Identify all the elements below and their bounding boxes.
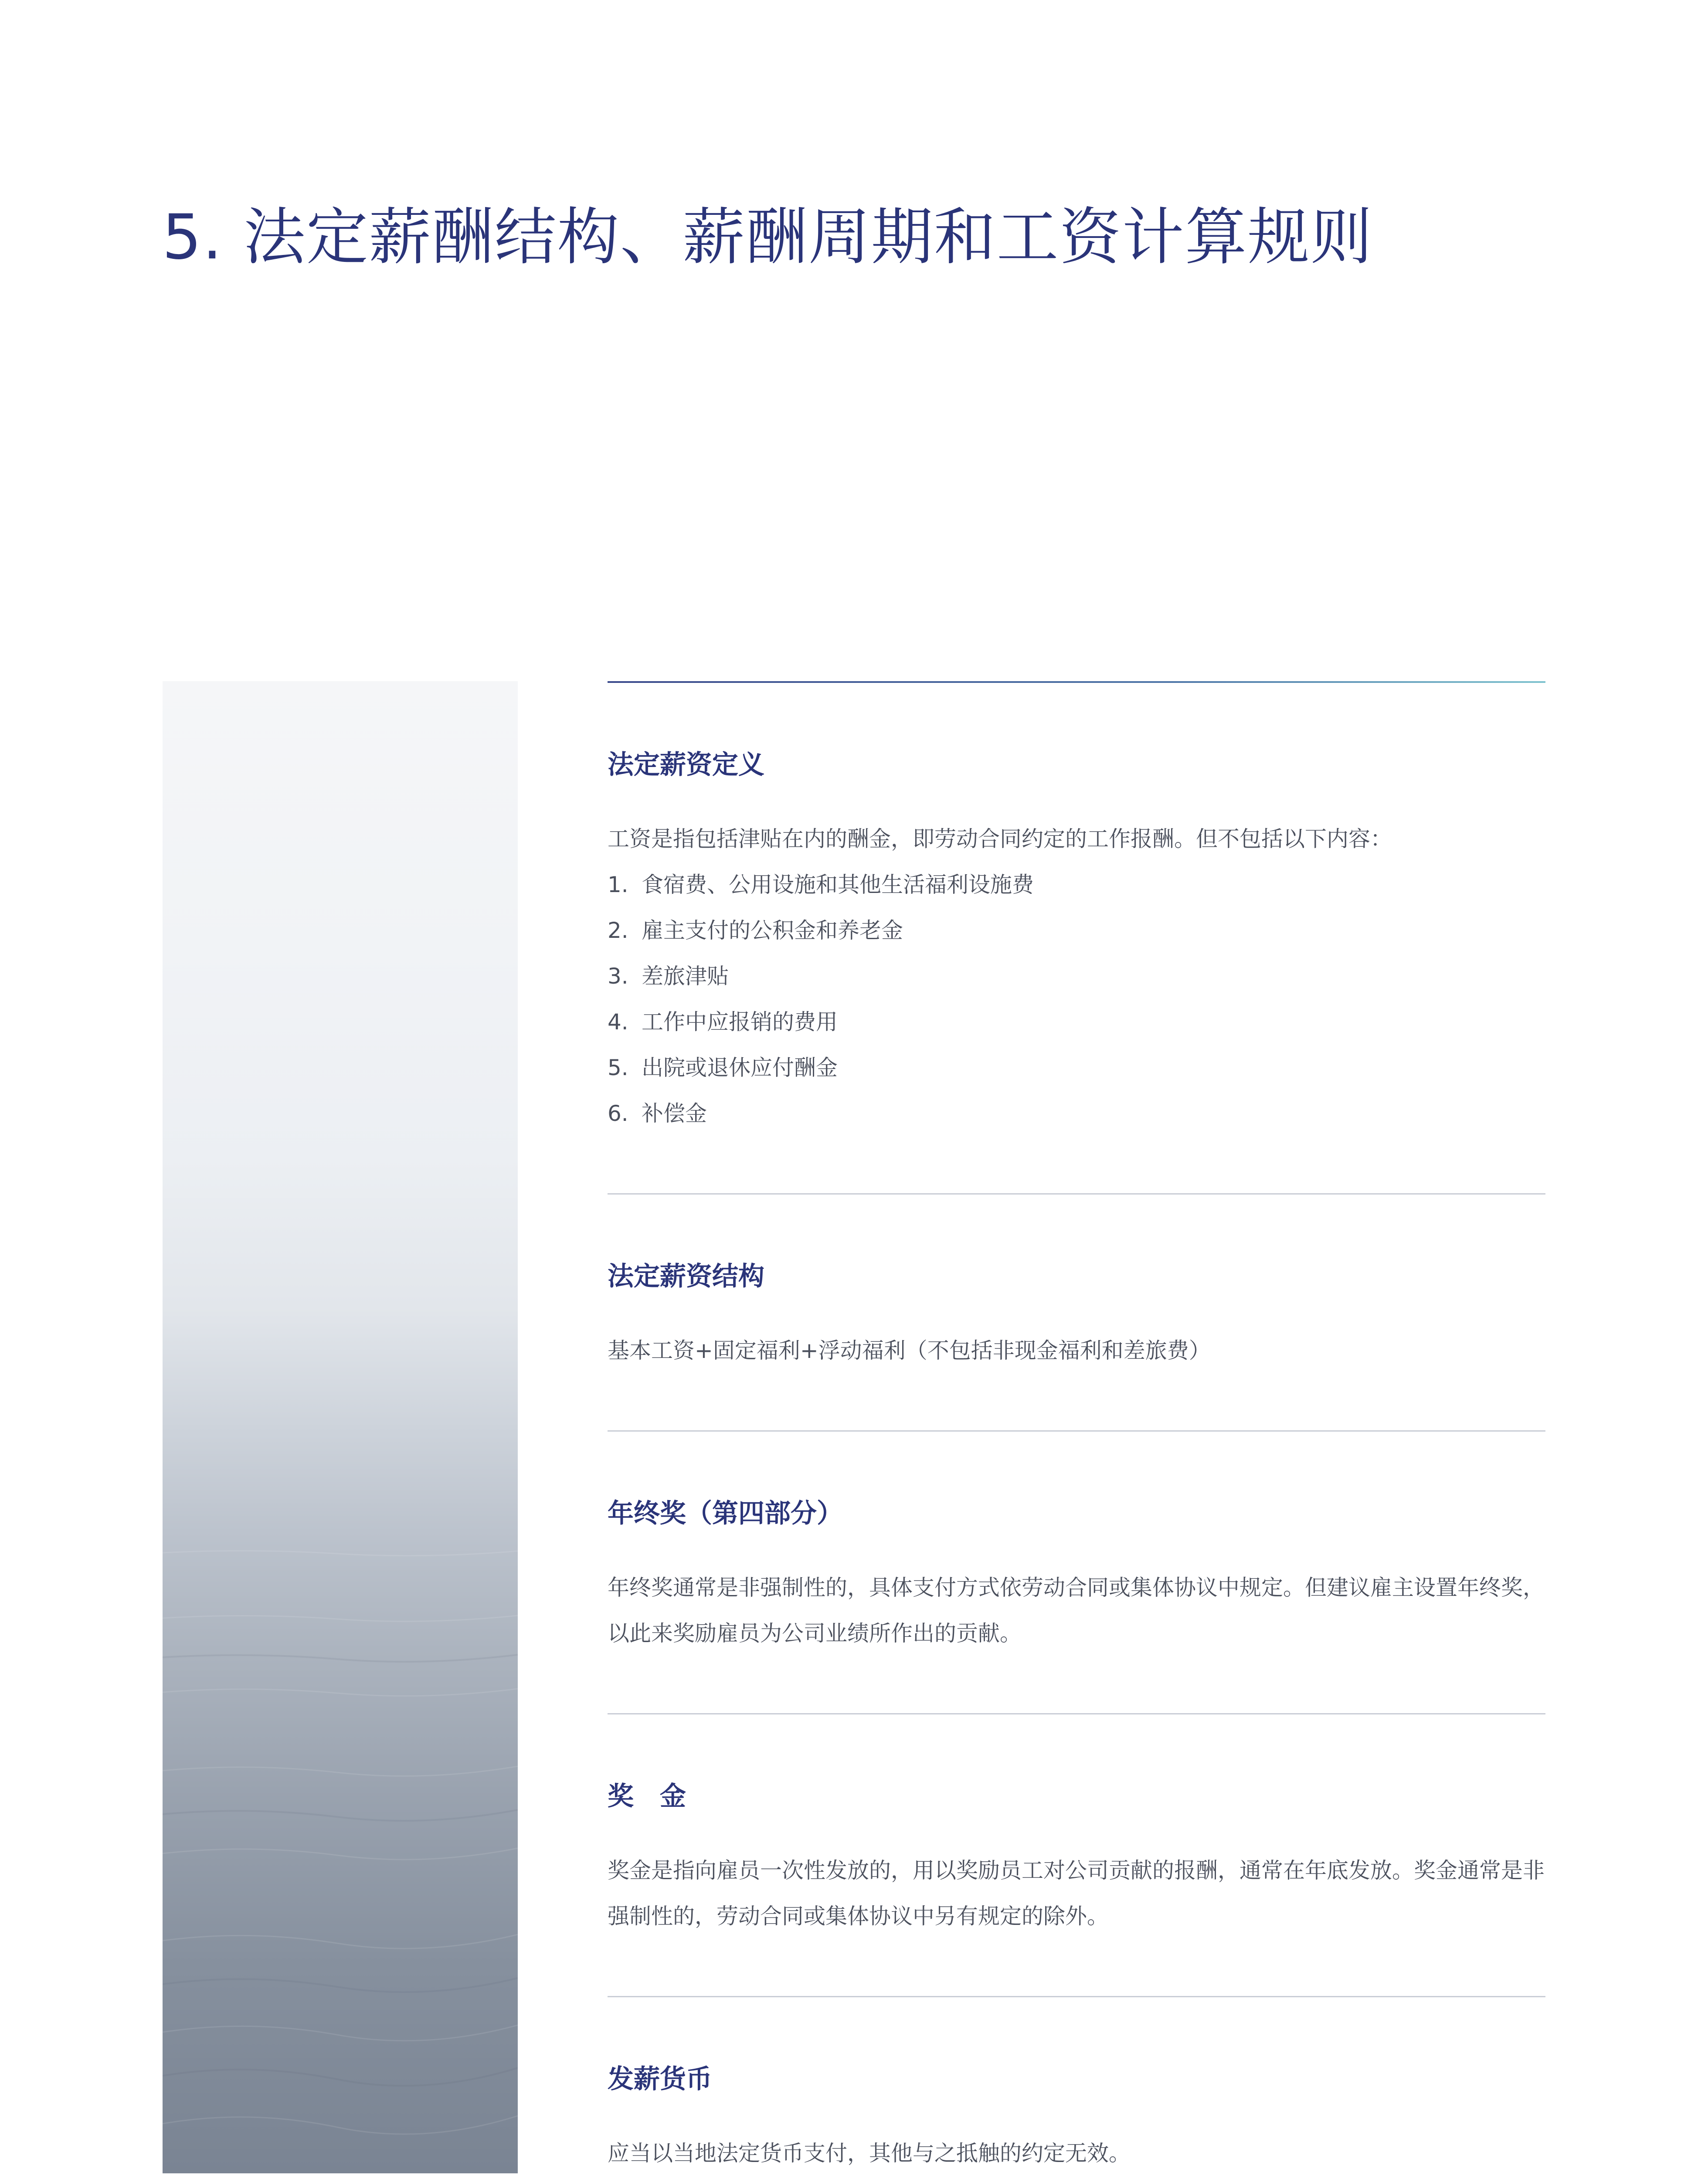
list-item xyxy=(608,1091,1545,1137)
list-item-text: 出院或退休应付酬金 xyxy=(642,1055,838,1080)
list-item-number: 5. xyxy=(608,1055,628,1080)
section-bonus xyxy=(608,1714,1545,1996)
list-item xyxy=(608,954,1545,999)
list-item-number: 4. xyxy=(608,1009,628,1035)
content-column xyxy=(608,681,1545,2179)
list-item-number: 6. xyxy=(608,1101,628,1126)
section-heading: 法定薪资定义 xyxy=(608,750,764,780)
list-item-text: 工作中应报销的费用 xyxy=(642,1009,838,1035)
list-item-number: 3. xyxy=(608,964,628,989)
section-heading: 奖 金 xyxy=(608,1781,686,1812)
page-title: 5. 法定薪酬结构、薪酬周期和工资计算规则 xyxy=(162,201,1373,273)
list-item-number: 1. xyxy=(608,872,628,897)
section-heading: 法定薪资结构 xyxy=(608,1261,764,1292)
section-heading: 年终奖（第四部分） xyxy=(608,1498,843,1529)
section-year-end-bonus xyxy=(608,1432,1545,1713)
section-statutory-salary-definition xyxy=(608,683,1545,1193)
section-body: 奖金是指向雇员一次性发放的，用以奖励员工对公司贡献的报酬，通常在年底发放。奖金通常是非强制性的，劳动合同或集体协议中另有规定的除外。 xyxy=(608,1858,1545,1929)
list-item xyxy=(608,999,1545,1045)
section-payment-currency xyxy=(608,1997,1545,2179)
list-item-text: 食宿费、公用设施和其他生活福利设施费 xyxy=(642,872,1034,897)
section-body: 应当以当地法定货币支付，其他与之抵触的约定无效。 xyxy=(608,2141,1131,2166)
exclusion-list xyxy=(608,862,1545,1137)
section-heading: 发薪货币 xyxy=(608,2064,712,2094)
list-item-number: 2. xyxy=(608,918,628,943)
list-item xyxy=(608,862,1545,908)
section-intro: 工资是指包括津贴在内的酬金，即劳动合同约定的工作报酬。但不包括以下内容： xyxy=(608,826,1392,852)
sea-photo xyxy=(163,681,518,2173)
list-item-text: 补偿金 xyxy=(642,1101,707,1126)
list-item-text: 差旅津贴 xyxy=(642,964,729,989)
list-item xyxy=(608,908,1545,954)
sea-wave-texture xyxy=(163,681,518,2173)
list-item-text: 雇主支付的公积金和养老金 xyxy=(642,918,903,943)
section-body: 年终奖通常是非强制性的，具体支付方式依劳动合同或集体协议中规定。但建议雇主设置年终奖，以此来奖励雇员为公司业绩所作出的贡献。 xyxy=(608,1575,1545,1646)
section-statutory-salary-structure xyxy=(608,1195,1545,1430)
section-body: 基本工资+固定福利+浮动福利（不包括非现金福利和差旅费） xyxy=(608,1338,1211,1363)
list-item xyxy=(608,1045,1545,1091)
